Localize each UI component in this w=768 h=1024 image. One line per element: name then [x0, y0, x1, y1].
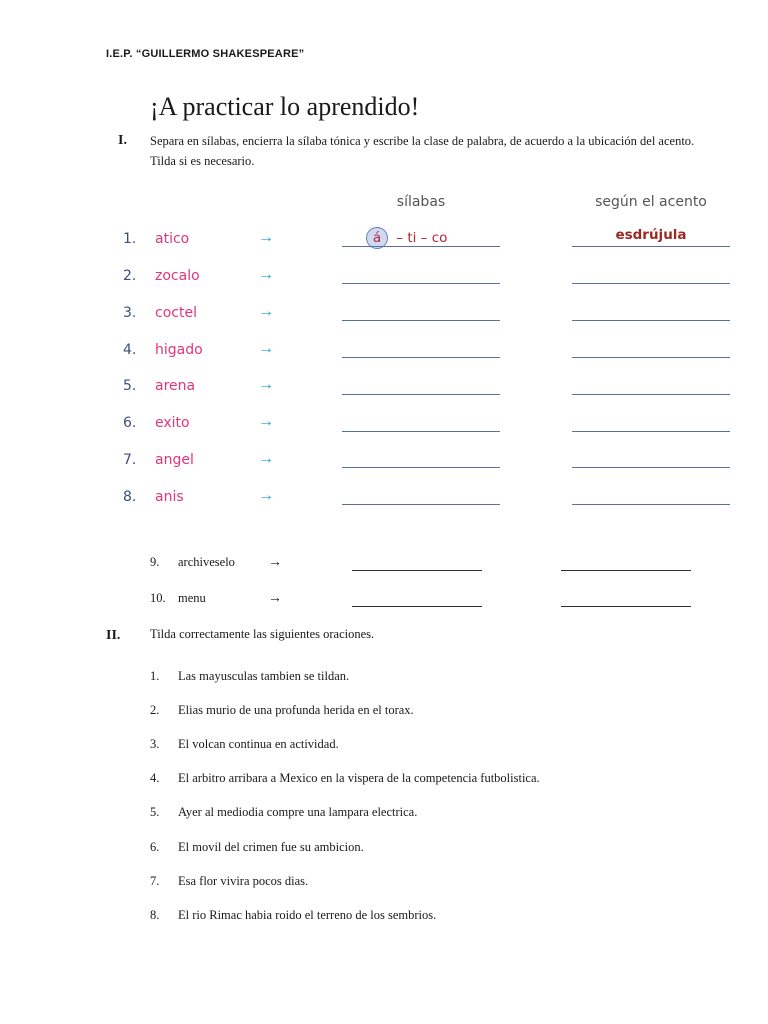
syllables-answer-line[interactable] [342, 246, 500, 247]
item-number: 7. [123, 452, 137, 468]
syllables-answer-line[interactable] [342, 320, 500, 321]
sentence-number: 6. [150, 840, 160, 854]
sentence-text: El movil del crimen fue su ambicion. [178, 840, 364, 854]
sentence-number: 7. [150, 874, 160, 888]
item-number: 1. [123, 231, 137, 247]
syllables-answer-line[interactable] [342, 431, 500, 432]
arrow-icon: → [258, 413, 274, 430]
accent-answer-line[interactable] [572, 504, 730, 505]
syllables-answer-line[interactable] [342, 283, 500, 284]
item-number: 5. [123, 378, 137, 394]
arrow-icon: → [258, 376, 274, 393]
example-syllables-rest: – ti – co [396, 230, 448, 246]
tonic-syllable-circle: á [366, 227, 388, 249]
sentence-text: Ayer al mediodia compre una lampara electrica. [178, 805, 418, 819]
sentence-number: 3. [150, 737, 160, 751]
item-word: menu [178, 591, 206, 605]
section-1-numeral: I. [118, 133, 127, 148]
item-number: 4. [123, 342, 137, 358]
sentence-text: El volcan continua en actividad. [178, 737, 339, 751]
item-number: 10. [150, 591, 166, 605]
example-accent-answer: esdrújula [615, 227, 687, 243]
accent-answer-line[interactable] [572, 394, 730, 395]
item-word: zocalo [155, 268, 200, 284]
arrow-icon: → [258, 229, 274, 246]
sentence-number: 5. [150, 805, 160, 819]
accent-answer-line[interactable] [572, 431, 730, 432]
column-header-syllables: sílabas [396, 194, 446, 210]
syllables-answer-line[interactable] [342, 467, 500, 468]
item-number: 8. [123, 489, 137, 505]
syllables-answer-line[interactable] [342, 357, 500, 358]
column-header-accent: según el acento [595, 194, 707, 210]
item-word: higado [155, 342, 203, 358]
accent-answer-line[interactable] [572, 246, 730, 247]
item-number: 2. [123, 268, 137, 284]
item-word: angel [155, 452, 194, 468]
sentence-number: 1. [150, 669, 160, 683]
sentence-number: 8. [150, 908, 160, 922]
item-number: 6. [123, 415, 137, 431]
sentence-text: El arbitro arribara a Mexico en la vispera de la competencia futbolistica. [178, 771, 540, 785]
item-word: atico [155, 231, 190, 247]
sentence-text: Esa flor vivira pocos dias. [178, 874, 309, 888]
sentence-text: El rio Rimac habia roido el terreno de los sembrios. [178, 908, 437, 922]
item-word: coctel [155, 305, 197, 321]
arrow-icon: → [258, 450, 274, 467]
accent-answer-line[interactable] [561, 570, 691, 571]
sentence-text: Elias murio de una profunda herida en el torax. [178, 703, 414, 717]
syllables-answer-line[interactable] [342, 504, 500, 505]
sentence-text: Las mayusculas tambien se tildan. [178, 669, 350, 683]
accent-answer-line[interactable] [572, 320, 730, 321]
arrow-icon: → [268, 591, 282, 606]
accent-answer-line[interactable] [572, 283, 730, 284]
arrow-icon: → [258, 266, 274, 283]
page-title: ¡A practicar lo aprendido! [150, 92, 420, 121]
section-2-numeral: II. [106, 628, 121, 643]
item-word: arena [155, 378, 196, 394]
syllables-answer-line[interactable] [352, 606, 482, 607]
item-word: anis [155, 489, 184, 505]
syllables-answer-line[interactable] [342, 394, 500, 395]
item-word: exito [155, 415, 190, 431]
item-word: archiveselo [178, 555, 235, 569]
sentence-number: 4. [150, 771, 160, 785]
item-number: 9. [150, 555, 160, 569]
arrow-icon: → [258, 487, 274, 504]
syllables-answer-line[interactable] [352, 570, 482, 571]
sentence-number: 2. [150, 703, 160, 717]
section-1-instruction: Separa en sílabas, encierra la sílaba tónica y escribe la clase de palabra, de acuerdo a la ubicación del acento. Tilda si es necesario. [150, 134, 695, 168]
arrow-icon: → [268, 555, 282, 570]
school-name: I.E.P. “GUILLERMO SHAKESPEARE” [106, 48, 305, 60]
section-2-instruction: Tilda correctamente las siguientes oraciones. [150, 627, 375, 641]
item-number: 3. [123, 305, 137, 321]
accent-answer-line[interactable] [561, 606, 691, 607]
accent-answer-line[interactable] [572, 467, 730, 468]
accent-answer-line[interactable] [572, 357, 730, 358]
arrow-icon: → [258, 303, 274, 320]
arrow-icon: → [258, 340, 274, 357]
